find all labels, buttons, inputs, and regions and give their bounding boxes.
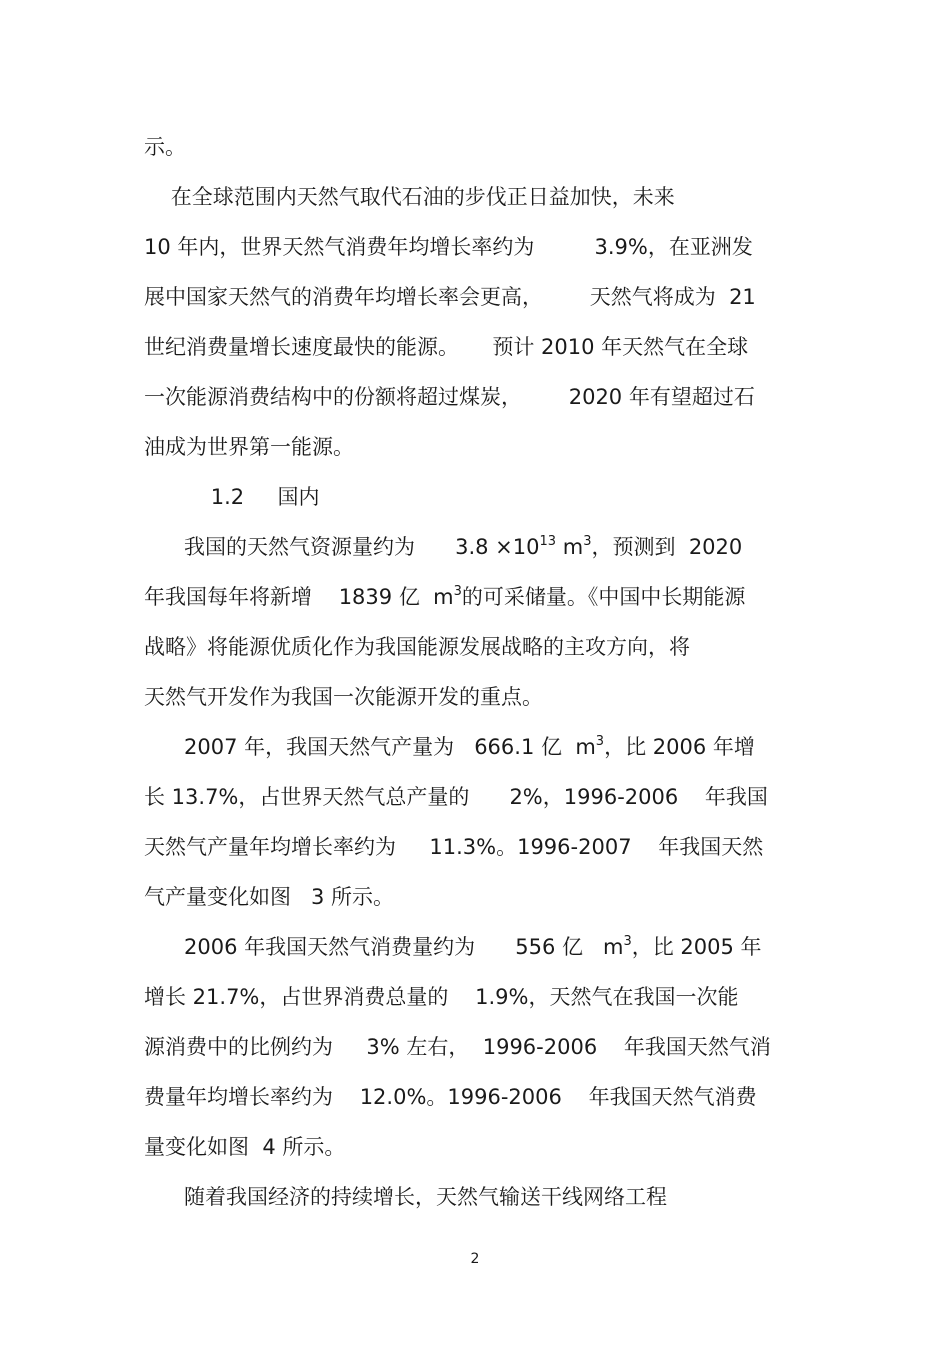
text-fragment: 我国的天然气资源量约为 3.8 ×10 [144, 535, 540, 559]
text-line: 示。 [144, 135, 186, 159]
text-line: 10 年内，世界天然气消费年均增长率约为 3.9%，在亚洲发 [144, 235, 753, 259]
text-line-reserve [144, 532, 742, 566]
text-fragment: m [556, 535, 584, 559]
text-line: 量变化如图 4 所示。 [144, 1135, 346, 1159]
text-line: 天然气开发作为我国一次能源开发的重点。 [144, 685, 543, 709]
text-fragment: 的可采储量。《中国中长期能源 [461, 585, 746, 609]
text-line: 世纪消费量增长速度最快的能源。 预计 2010 年天然气在全球 [144, 335, 749, 359]
superscript: 3 [583, 534, 592, 549]
text-fragment: ，比 2006 年增 [604, 735, 755, 759]
superscript: 3 [595, 734, 605, 749]
text-line: 随着我国经济的持续增长，天然气输送干线网络工程 [144, 1185, 668, 1209]
text-line-consumption [144, 932, 762, 966]
text-line: 费量年均增长率约为 12.0%。1996-2006 年我国天然气消费 [144, 1085, 757, 1109]
text-line: 长 13.7%，占世界天然气总产量的 2%，1996-2006 年我国 [144, 785, 768, 809]
text-line-increase [144, 582, 745, 616]
text-fragment: 年我国每年将新增 1839 亿 m [144, 585, 454, 609]
text-fragment: 2007 年，我国天然气产量为 666.1 亿 m [144, 735, 596, 759]
text-line: 在全球范围内天然气取代石油的步伐正日益加快，未来 [144, 185, 675, 209]
text-fragment: ，预测到 2020 [591, 535, 743, 559]
text-line: 增长 21.7%，占世界消费总量的 1.9%，天然气在我国一次能 [144, 985, 739, 1009]
text-line: 战略》将能源优质化作为我国能源发展战略的主攻方向，将 [144, 635, 690, 659]
superscript: 3 [453, 584, 462, 599]
text-line: 源消费中的比例约为 3% 左右， 1996-2006 年我国天然气消 [144, 1035, 771, 1059]
text-fragment: ，比 2005 年 [631, 935, 762, 959]
text-line: 气产量变化如图 3 所示。 [144, 885, 395, 909]
text-line-production [144, 732, 755, 766]
text-fragment: 2006 年我国天然气消费量约为 556 亿 m [144, 935, 624, 959]
text-line: 一次能源消费结构中的份额将超过煤炭， 2020 年有望超过石 [144, 385, 755, 409]
superscript: 3 [623, 934, 632, 949]
page-number: 2 [470, 1251, 480, 1267]
text-line: 油成为世界第一能源。 [144, 435, 354, 459]
superscript: 13 [539, 534, 557, 549]
text-line: 天然气产量年均增长率约为 11.3%。1996-2007 年我国天然 [144, 835, 764, 859]
section-heading: 1.2 国内 [144, 485, 320, 509]
text-line: 展中国家天然气的消费年均增长率会更高， 天然气将成为 21 [144, 285, 756, 309]
